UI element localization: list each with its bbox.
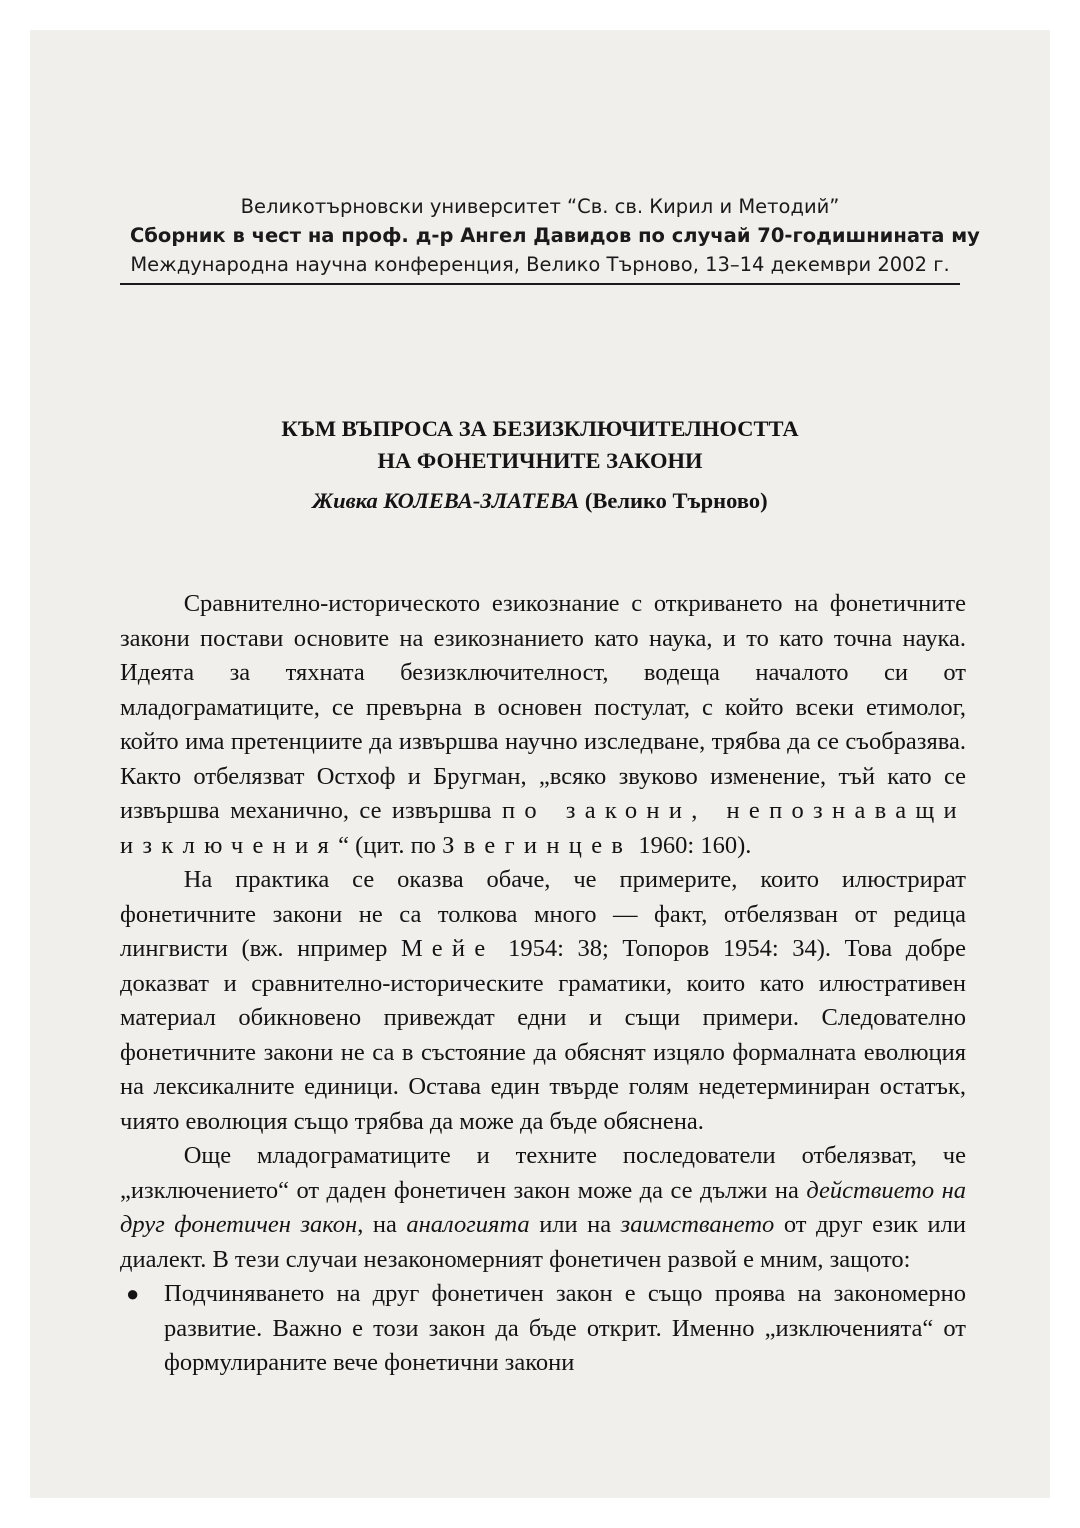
paragraph-1-cite: “ (цит. по [338,831,443,859]
header-conference: Международна научна конференция, Велико Търново, 13–14 декември 2002 г. [130,253,950,276]
header-collection-title: Сборник в чест на проф. д-р Ангел Давидов по случай 70-годишнината му [130,224,980,247]
article-title-line-1: КЪМ ВЪПРОСА ЗА БЕЗИЗКЛЮЧИТЕЛНОСТТА [281,416,799,441]
author-name: Живка КОЛЕВА-ЗЛАТЕВА [312,488,580,513]
article-heading [90,413,990,517]
list-item-text: Подчиняването на друг фонетичен закон е също проява на закономерно развитие. Важно е този закон да бъде открит. Именно „изключенията“ от формулираните вече фонетични закони [164,1280,966,1376]
emphasis-borrowing: заимстването [620,1211,775,1238]
paragraph-3 [120,1139,966,1277]
spaced-quote: по закони, непознаващи изключения [120,797,966,859]
paragraph-3-rest: от друг език или диалект. В тези случаи незакономерният фонетичен развой е мним, защото: [120,1211,967,1273]
author-place: (Велико Търново) [584,488,768,513]
emphasis-analogy: аналогията [406,1211,530,1238]
list-item [120,1277,966,1381]
paragraph-1-year: 1960: 160). [632,831,752,859]
paragraph-2 [120,863,966,1139]
paragraph-2-rest: 1954: 38; Топоров 1954: 34). Това добре доказват и сравнително-историческите граматики, които като илюстративен материал обикновено привеждат едни и същи примери. Следователно фонетичните закони не са в състояние да обяснят изцяло формалната еволюция на лексикалните единици. Остава един твърде голям недетерминиран остатък, чиято еволюция също трябва да може да бъде обяснена. [120,935,966,1135]
bullet-icon: ● [126,1281,140,1306]
document-page [30,30,1050,1498]
article-title-line-2: НА ФОНЕТИЧНИТЕ ЗАКОНИ [377,448,703,473]
paragraph-3-text: Още младограматиците и техните последователи отбелязват, че „изключението“ от даден фонетичен закон може да се дължи на [120,1142,966,1204]
paragraph-1-text: Сравнително-историческото езикознание с откриването на фонетичните закони постави основите на езикознанието като наука, и то като точна наука. Идеята за тяхната безизключителност, водеща началото си от младограматиците, се превърна в основен постулат, с който всеки етимолог, който има претенциите да извършва научно изследване, трябва да се съобразява. Както отбелязват Остхоф и Бругман, „всяко звуково изменение, тъй като се извършва механично, се извършва [120,590,966,824]
article-author [90,485,990,517]
header-divider [120,283,960,285]
cited-author: Звегинцев [442,831,633,859]
emphasis-phonetic-law: действието на друг фонетичен закон [120,1176,967,1238]
header-university: Великотърновски университет “Св. св. Кирил и Методий” [240,195,840,218]
paragraph-1 [120,587,966,863]
cited-author: Мейе [400,935,495,962]
paragraph-3-sep: или на [529,1211,621,1238]
publication-header [130,192,980,279]
article-body [120,587,966,1381]
paragraph-3-sep: , на [357,1211,407,1238]
paragraph-2-text: На практика се оказва обаче, че примерите, които илюстрират фонетичните закони не са толкова много — факт, отбелязван от редица лингвисти (вж. нпример [120,866,966,962]
